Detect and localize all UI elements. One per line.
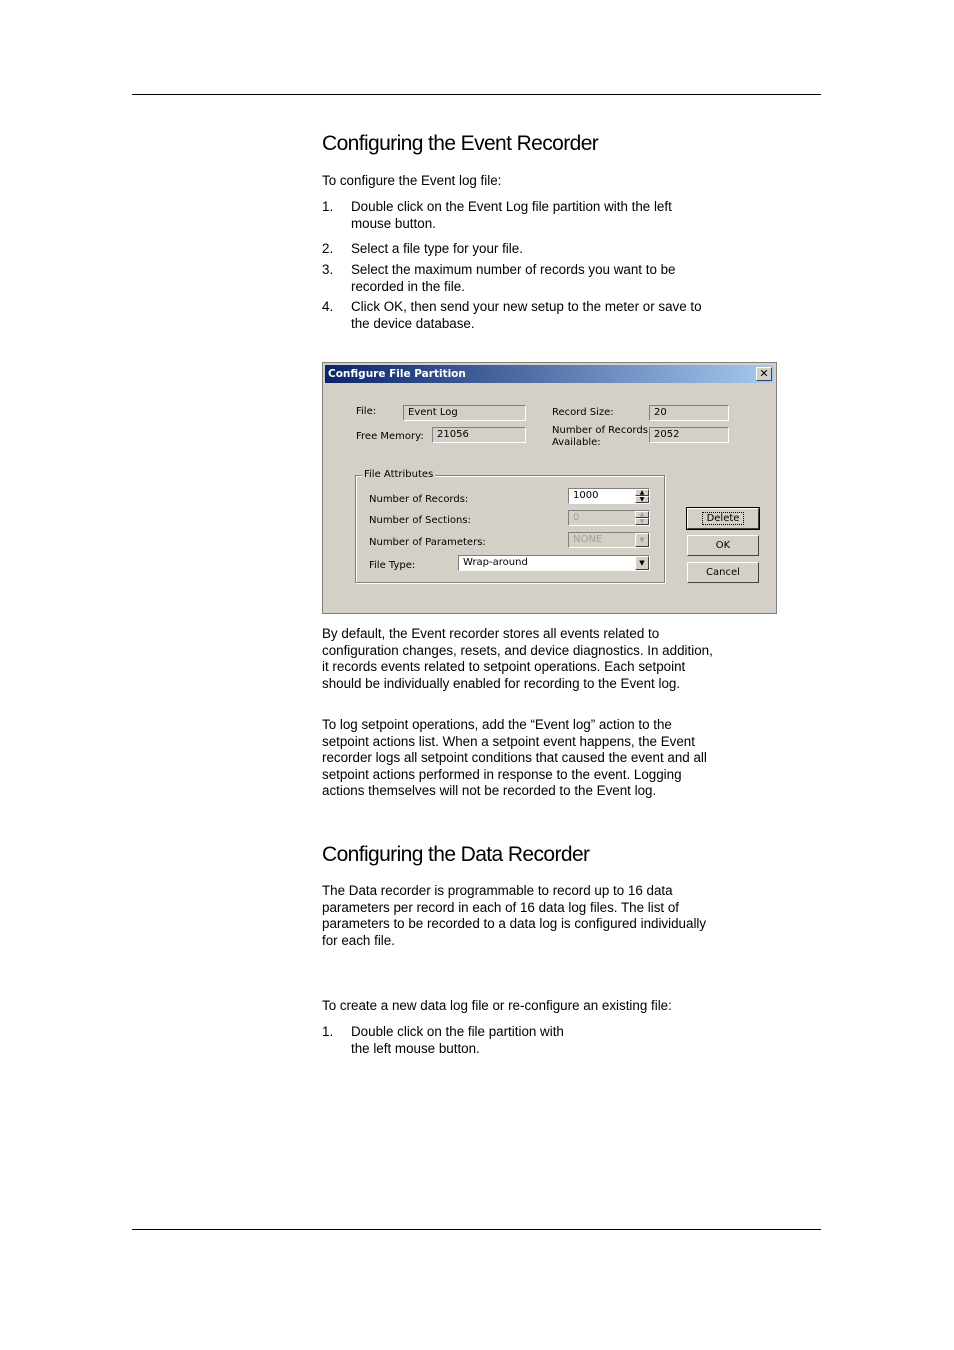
- close-icon[interactable]: ✕: [756, 367, 772, 381]
- heading-event-recorder: Configuring the Event Recorder: [322, 132, 599, 155]
- stepper-up-icon: ▲: [635, 511, 649, 518]
- event-intro: To configure the Event log file:: [322, 173, 502, 188]
- heading-data-recorder: Configuring the Data Recorder: [322, 843, 590, 866]
- delete-label: Delete: [702, 512, 745, 525]
- stepper-arrows-disabled: [635, 511, 649, 525]
- event-para-1: By default, the Event recorder stores all events related to configuration changes, resets, and device diagnostics. In addition, it records events related to setpoint operations. Each setpoint should be individually enabled for recording to the Event log.: [322, 626, 713, 691]
- num-records-label: Number of Records:: [369, 494, 469, 505]
- num-sections-value: 0: [573, 512, 580, 523]
- dialog-titlebar: [325, 365, 774, 383]
- header-rule: [132, 94, 821, 95]
- file-type-value: Wrap-around: [463, 557, 528, 568]
- file-attributes-group: [355, 469, 665, 583]
- data-intro: To create a new data log file or re-configure an existing file:: [322, 998, 672, 1013]
- records-available-label-2: Available:: [552, 437, 601, 448]
- file-attributes-legend: File Attributes: [364, 469, 434, 480]
- list-number: 3.: [322, 262, 334, 277]
- stepper-down-icon: ▼: [635, 518, 649, 525]
- records-available-field: 2052: [649, 427, 729, 443]
- num-params-value: NONE: [573, 534, 603, 545]
- stepper-down-icon[interactable]: ▼: [635, 496, 649, 503]
- file-field: Event Log: [403, 405, 526, 421]
- num-sections-stepper: [568, 510, 650, 526]
- list-text: Double click on the Event Log file partition with the left mouse button.: [351, 199, 672, 231]
- file-type-label: File Type:: [369, 560, 416, 571]
- chevron-down-icon: ▼: [635, 533, 649, 547]
- delete-button[interactable]: [687, 508, 759, 529]
- list-number: 4.: [322, 299, 334, 314]
- event-para-2: To log setpoint operations, add the “Event log” action to the setpoint actions list. When a setpoint event happens, the Event recorder logs all setpoint conditions that caused the event and all setpoint actions performed in response to the event. Logging actions themselves will not be recorded to the Event log.: [322, 717, 707, 798]
- file-type-select[interactable]: [458, 555, 650, 571]
- ok-button[interactable]: OK: [687, 535, 759, 556]
- cancel-button[interactable]: Cancel: [687, 562, 759, 583]
- num-params-select: [568, 532, 650, 548]
- dialog-title: Configure File Partition: [328, 368, 466, 380]
- num-sections-label: Number of Sections:: [369, 515, 471, 526]
- records-available-label: Number of Records: [552, 425, 648, 436]
- list-text: Select the maximum number of records you want to be recorded in the file.: [351, 262, 676, 294]
- record-size-field: 20: [649, 405, 729, 421]
- configure-file-partition-dialog: [322, 362, 777, 614]
- list-text: Double click on the file partition with the left mouse button.: [351, 1024, 564, 1056]
- num-records-stepper[interactable]: [568, 488, 650, 504]
- num-params-label: Number of Parameters:: [369, 537, 486, 548]
- list-text: Select a file type for your file.: [351, 241, 523, 256]
- list-number: 1.: [322, 1024, 334, 1039]
- list-number: 2.: [322, 241, 334, 256]
- list-number: 1.: [322, 199, 334, 214]
- free-memory-label: Free Memory:: [356, 431, 424, 442]
- num-records-value: 1000: [573, 490, 599, 501]
- stepper-arrows[interactable]: [635, 489, 649, 503]
- stepper-up-icon[interactable]: ▲: [635, 489, 649, 496]
- free-memory-field: 21056: [432, 427, 526, 443]
- record-size-label: Record Size:: [552, 407, 614, 418]
- data-para-1: The Data recorder is programmable to record up to 16 data parameters per record in each of 16 data log files. The list of parameters to be recorded to a data log is configured individually for each file.: [322, 883, 707, 948]
- footer-rule: [132, 1229, 821, 1230]
- chevron-down-icon[interactable]: ▼: [635, 556, 649, 570]
- file-label: File:: [356, 406, 377, 417]
- list-text: Click OK, then send your new setup to the meter or save to the device database.: [351, 299, 702, 331]
